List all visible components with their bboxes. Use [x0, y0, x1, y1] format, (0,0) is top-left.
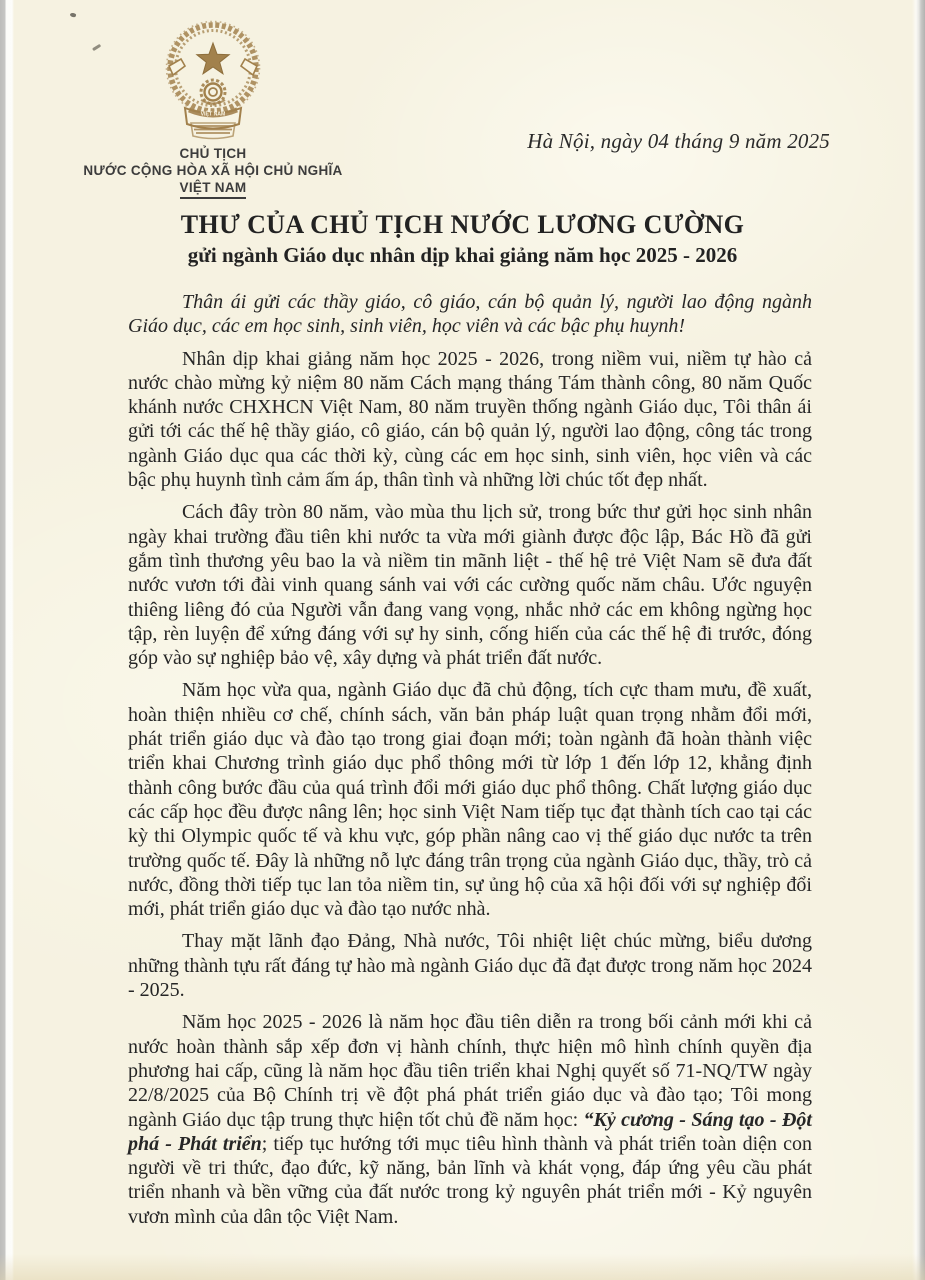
emblem-banner-label: VIỆT NAM — [200, 111, 226, 118]
paragraph-5 — [128, 1010, 812, 1229]
vietnam-national-emblem-icon — [163, 20, 263, 142]
paragraph-5-prefix: Năm học 2025 - 2026 là năm học đầu tiên diễn ra trong bối cảnh mới khi cả nước hoàn thành sắp xếp đơn vị hành chính, thực hiện mô hình chính quyền địa phương hai cấp, cũng là năm học đầu tiên triển khai Nghị quyết số 71-NQ/TW ngày 22/8/2025 của Bộ Chính trị về đột phá phát triển giáo dục và đào tạo; Tôi mong ngành Giáo dục tập trung thực hiện tốt chủ đề năm học: — [128, 1011, 812, 1131]
paragraph-2: Cách đây tròn 80 năm, vào mùa thu lịch sử, trong bức thư gửi học sinh nhân ngày khai trường đầu tiên khi nước ta vừa mới giành được độc lập, Bác Hồ đã gửi gắm tình thương yêu bao la và niềm tin mãnh liệt - thế hệ trẻ Việt Nam sẽ đưa đất nước vươn tới đài vinh quang sánh vai với các cường quốc năm châu. Ước nguyện thiêng liêng đó của Người vẫn đang vang vọng, nhắc nhở các em không ngừng học tập, rèn luyện để xứng đáng với sự hy sinh, cống hiến của các thế hệ đi trước, đóng góp vào sự nghiệp bảo vệ, xây dựng và phát triển đất nước. — [128, 501, 812, 670]
letter-title: THƯ CỦA CHỦ TỊCH NƯỚC LƯƠNG CƯỜNG — [180, 210, 745, 239]
issuing-authority — [38, 145, 388, 199]
paragraph-4: Thay mặt lãnh đạo Đảng, Nhà nước, Tôi nhiệt liệt chúc mừng, biểu dương những thành tựu rất đáng tự hào mà ngành Giáo dục đã đạt được trong năm học 2024 - 2025. — [128, 930, 812, 1002]
salutation-paragraph: Thân ái gửi các thầy giáo, cô giáo, cán bộ quản lý, người lao động ngành Giáo dục, các em học sinh, sinh viên, học viên và các bậc phụ huynh! — [128, 291, 812, 338]
paragraph-3: Năm học vừa qua, ngành Giáo dục đã chủ động, tích cực tham mưu, đề xuất, hoàn thiện nhiều cơ chế, chính sách, văn bản pháp luật quan trọng nhằm đổi mới, phát triển giáo dục và đào tạo trong giai đoạn mới; toàn ngành đã hoàn thành việc triển khai Chương trình giáo dục phổ thông mới từ lớp 1 đến lớp 12, khẳng định thành công bước đầu của quá trình đổi mới giáo dục phổ thông. Chất lượng giáo dục các cấp học đều được nâng lên; học sinh Việt Nam tiếp tục đạt thành tích cao tại các kỳ thi Olympic quốc tế và khu vực, góp phần nâng cao vị thế giáo dục nước ta trên trường quốc tế. Đây là những nỗ lực đáng trân trọng của ngành Giáo dục, thầy, trò cả nước, đồng thời tiếp tục lan tỏa niềm tin, sự ủng hộ của xã hội đối với sự nghiệp đổi mới, phát triển giáo dục và đào tạo nước nhà. — [128, 679, 812, 921]
photo-right-edge — [912, 0, 925, 1280]
paragraph-5-suffix: ; tiếp tục hướng tới mục tiêu hình thành và phát triển toàn diện con người về tri thức, đạo đức, kỹ năng, bản lĩnh và khát vọng, đáp ứng yêu cầu phát triển nhanh và bền vững của đất nước trong kỷ nguyên phát triển mới - Kỷ nguyên vươn mình của dân tộc Việt Nam. — [128, 1132, 812, 1228]
dateline: Hà Nội, ngày 04 tháng 9 năm 2025 — [527, 129, 830, 153]
letter-title-block — [0, 210, 925, 268]
scan-speck — [70, 12, 77, 18]
photo-left-edge — [0, 0, 14, 1280]
authority-country-line: NƯỚC CỘNG HÒA XÃ HỘI CHỦ NGHĨA — [83, 163, 343, 178]
school-year-theme: “Kỷ cương - Sáng tạo - Đột phá - Phát triển — [128, 1108, 812, 1155]
authority-country-name: VIỆT NAM — [180, 179, 247, 199]
letterhead — [38, 20, 388, 199]
photo-bottom-shade — [0, 1254, 925, 1280]
authority-title: CHỦ TỊCH — [179, 146, 247, 161]
paragraph-1: Nhân dịp khai giảng năm học 2025 - 2026, trong niềm vui, niềm tự hào cả nước chào mừng kỷ niệm 80 năm Cách mạng tháng Tám thành công, 80 năm Quốc khánh nước CHXHCN Việt Nam, 80 năm truyền thống ngành Giáo dục, Tôi thân ái gửi tới các thế hệ thầy giáo, cô giáo, cán bộ quản lý, người lao động, công tác trong ngành Giáo dục qua các thời kỳ, cùng các em học sinh, sinh viên, học viên và các bậc phụ huynh tình cảm ấm áp, thân tình và những lời chúc tốt đẹp nhất. — [128, 347, 812, 492]
letter-subtitle: gửi ngành Giáo dục nhân dịp khai giảng năm học 2025 - 2026 — [187, 243, 738, 267]
letter-body — [128, 290, 812, 1237]
